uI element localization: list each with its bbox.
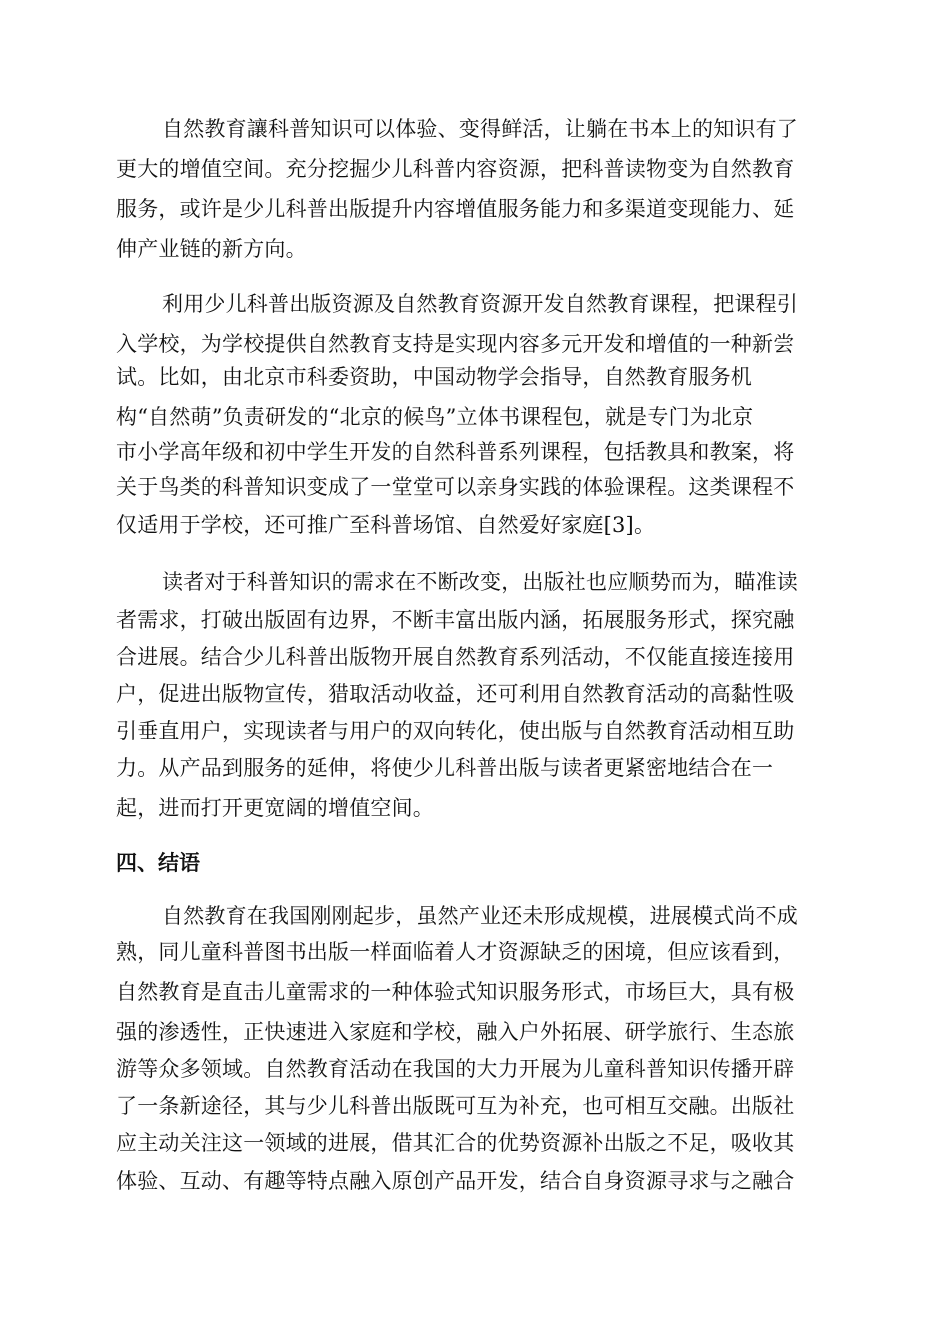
paragraph-3-line-6: 力。从产品到服务的延伸，将使少儿科普出版与读者更紧密地结合在一 <box>116 756 774 780</box>
paragraph-2-line-1: 利用少儿科普出版资源及自然教育资源开发自然教育课程，把课程引 <box>162 292 798 316</box>
paragraph-2-line-2: 入学校，为学校提供自然教育支持是实现内容多元开发和增值的一种新尝 <box>116 332 795 356</box>
paragraph-2-line-3: 试。比如，由北京市科委资助，中国动物学会指导，自然教育服务机 <box>116 365 752 389</box>
paragraph-3-line-4: 户，促进出版物宣传，猎取活动收益，还可利用自然教育活动的高黏性吸 <box>116 682 795 706</box>
paragraph-3-line-3: 合进展。结合少儿科普出版物开展自然教育系列活动，不仅能直接连接用 <box>116 645 795 669</box>
conclusion-line-1: 自然教育在我国刚刚起步，虽然产业还未形成规模，进展模式尚不成 <box>162 904 798 928</box>
paragraph-3-line-5: 引垂直用户，实现读者与用户的双向转化，使出版与自然教育活动相互助 <box>116 719 795 743</box>
conclusion-line-4: 强的渗透性，正快速进入家庭和学校，融入户外拓展、研学旅行、生态旅 <box>116 1020 795 1044</box>
paragraph-1-line-1: 自然教育讓科普知识可以体验、变得鲜活，让躺在书本上的知识有了 <box>162 117 798 141</box>
paragraph-1-line-2: 更大的增值空间。充分挖掘少儿科普内容资源，把科普读物变为自然教育 <box>116 157 795 181</box>
conclusion-line-6: 了一条新途径，其与少儿科普出版既可互为补充，也可相互交融。出版社 <box>116 1094 795 1118</box>
paragraph-1-line-4: 伸产业链的新方向。 <box>116 237 307 261</box>
paragraph-2-line-5: 市小学高年级和初中学生开发的自然科普系列课程，包括教具和教案，将 <box>116 440 795 464</box>
section-heading: 四、结语 <box>116 850 200 875</box>
paragraph-2-line-7: 仅适用于学校，还可推广至科普场馆、自然爱好家庭[3]。 <box>116 513 656 537</box>
conclusion-line-2: 熟，同儿童科普图书出版一样面临着人才资源缺乏的困境，但应该看到， <box>116 940 795 964</box>
paragraph-3-line-1: 读者对于科普知识的需求在不断改变，出版社也应顺势而为，瞄准读 <box>162 570 798 594</box>
paragraph-3-line-7: 起，进而打开更宽阔的增值空间。 <box>116 796 434 820</box>
paragraph-3-line-2: 者需求，打破出版固有边界，不断丰富出版内涵，拓展服务形式，探究融 <box>116 608 795 632</box>
paragraph-2-line-4: 构“自然萌”负责研发的“北京的候鸟”立体书课程包，就是专门为北京 <box>116 405 754 429</box>
conclusion-line-8: 体验、互动、有趣等特点融入原创产品开发，结合自身资源寻求与之融合 <box>116 1169 795 1193</box>
paragraph-2-line-6: 关于鸟类的科普知识变成了一堂堂可以亲身实践的体验课程。这类课程不 <box>116 475 795 499</box>
conclusion-line-3: 自然教育是直击儿童需求的一种体验式知识服务形式，市场巨大，具有极 <box>116 980 795 1004</box>
conclusion-line-7: 应主动关注这一领域的进展，借其汇合的优势资源补出版之不足，吸收其 <box>116 1131 795 1155</box>
conclusion-line-5: 游等众多领域。自然教育活动在我国的大力开展为儿童科普知识传播开辟 <box>116 1057 795 1081</box>
paragraph-1-line-3: 服务，或许是少儿科普出版提升内容增值服务能力和多渠道变现能力、延 <box>116 197 795 221</box>
